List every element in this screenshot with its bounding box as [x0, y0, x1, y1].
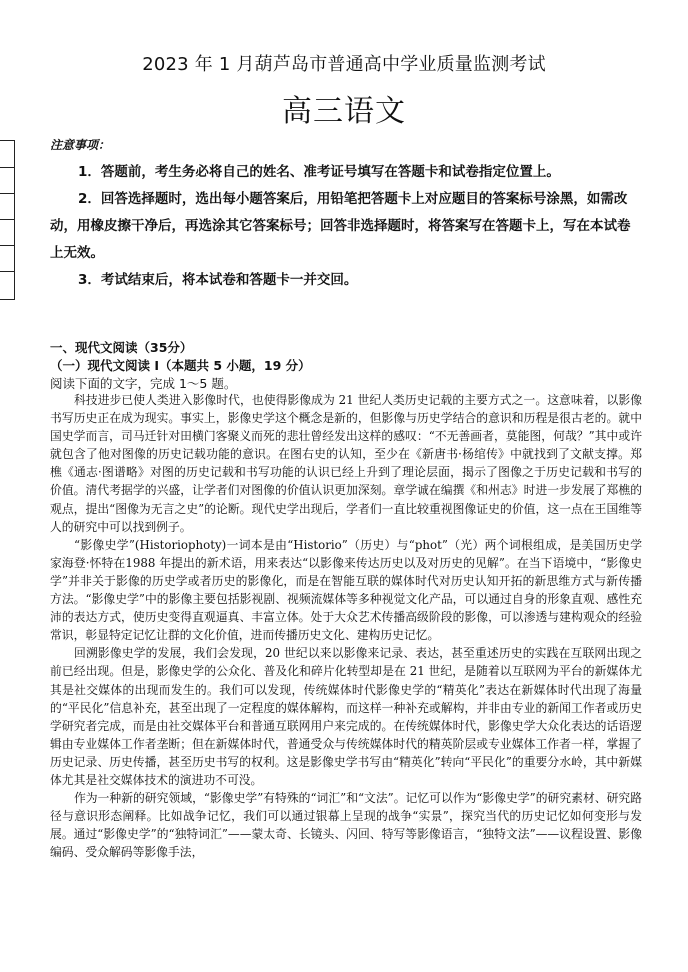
passage-paragraph: 回溯影像史学的发展，我们会发现，20 世纪以来以影像来记录、表达，甚至重述历史的实践在互联网出现之前已经出现。但是，影像史学的公众化、普及化和碎片化转型却是在 21 世纪，是随着以互联网为平台的新媒体尤其是社交媒体的出现而发生的。我们可以发现，传统媒体时代影像史学的“精英化”表达在新媒体时代出现了海量的“平民化”信息补充，甚至出现了一定程度的媒体解构，而这样一种补充或解构，并非由专业的新闻工作者或历史学研究者完成，而是由社交媒体平台和普通互联网用户来完成的。在传统媒体时代，影像史学大众化表达的话语逻辑由专业媒体工作者垄断；但在新媒体时代，普通受众与传统媒体时代的精英阶层或专业媒体工作者一样，掌握了历史记录、历史传播，甚至历史书写的权利。这是影像史学书写由“精英化”转向“平民化”的重要分水岭，其中新媒体尤其是社交媒体技术的演进功不可没。 [50, 646, 642, 787]
passage-paragraph: 科技进步已使人类进入影像时代，也使得影像成为 21 世纪人类历史记载的主要方式之一。这意味着，以影像书写历史正在成为现实。事实上，影像史学这个概念是新的，但影像与历史学结合的意识和历程是很古老的。就中国史学而言，司马迁针对田横门客聚义而死的悲壮曾经发出这样的感叹：“不无善画者，莫能图，何哉？”其中或许就包含了他对图像的历史记载功能的意识。在图右史的认知，至少在《新唐书·杨绾传》中就找到了文献支撑。郑樵《通志·图谱略》对图的历史记载和书写功能的认识已经上升到了理论层面，揭示了图像之于历史记载和书写的价值。清代考据学的兴盛，让学者们对图像的价值认识更加深刻。章学诚在编撰《和州志》时进一步发展了郑樵的观点，提出“图像为无言之史”的论断。现代史学出现后，学者们一直比较重视图像证史的价值，这一点在王国维等人的研究中可以找到例子。 [50, 393, 642, 534]
subsection-heading: （一）现代文阅读 I（本题共 5 小题，19 分） [50, 358, 311, 373]
reading-passage [50, 391, 642, 861]
notice-item: 1．答题前，考生务必将自己的姓名、准考证号填写在答题卡和试卷指定位置上。 [78, 164, 560, 180]
passage-paragraph: “影像史学”(Historiophoty)一词本是由“Historio”（历史）与“phot”（光）两个词根组成，是美国历史学家海登·怀特在1988 年提出的新术语，用来表达“以影像来传达历史以及对历史的见解”。在当下语境中，“影像史学”并非关于影像的历史学或者历史的影像化，而是在智能互联的媒体时代对历史认知开拓的新思维方式与新传播方法。“影像史学”中的影像主要包括影视剧、视频流媒体等多种视觉文化产品，可以通过自身的形象直观、感性充沛的表达方式，使历史变得直观逼真、丰富立体。处于大众艺术传播高级阶段的影像，可以渗透与建构观众的经验常识，彰显特定记忆让群的文化价值，进而传播历史文化、建构历史记忆。 [50, 537, 642, 643]
exam-title: 2023 年 1 月葫芦岛市普通高中学业质量监测考试 [142, 54, 546, 75]
subject-title: 高三语文 [282, 94, 406, 129]
passage-paragraph: 作为一种新的研究领域，“影像史学”有特殊的“词汇”和“文法”。记忆可以作为“影像史学”的研究素材、研究路径与意识形态阐释。比如战争记忆，我们可以通过银幕上呈现的战争“实景”，探究当代的历史记忆如何变形与发展。通过“影像史学”的“独特词汇”——蒙太奇、长镜头、闪回、特写等影像语言，“独特文法”——议程设置、影像编码、受众解码等影像手法， [50, 791, 642, 860]
notice-item: 3．考试结束后，将本试卷和答题卡一并交回。 [78, 272, 358, 288]
notice-item: 2．回答选择题时，选出每小题答案后，用铅笔把答题卡上对应题目的答案标号涂黑，如需改动，用橡皮擦干净后，再选涂其它答案标号；回答非选择题时，将答案写在答题卡上，写在本试卷上无效。 [50, 191, 631, 261]
section-heading: 一、现代文阅读（35分） [50, 340, 193, 355]
reading-instruction: 阅读下面的文字，完成 1～5 题。 [50, 376, 237, 391]
binding-margin-boxes [0, 140, 15, 300]
notice-heading: 注意事项： [50, 138, 111, 152]
